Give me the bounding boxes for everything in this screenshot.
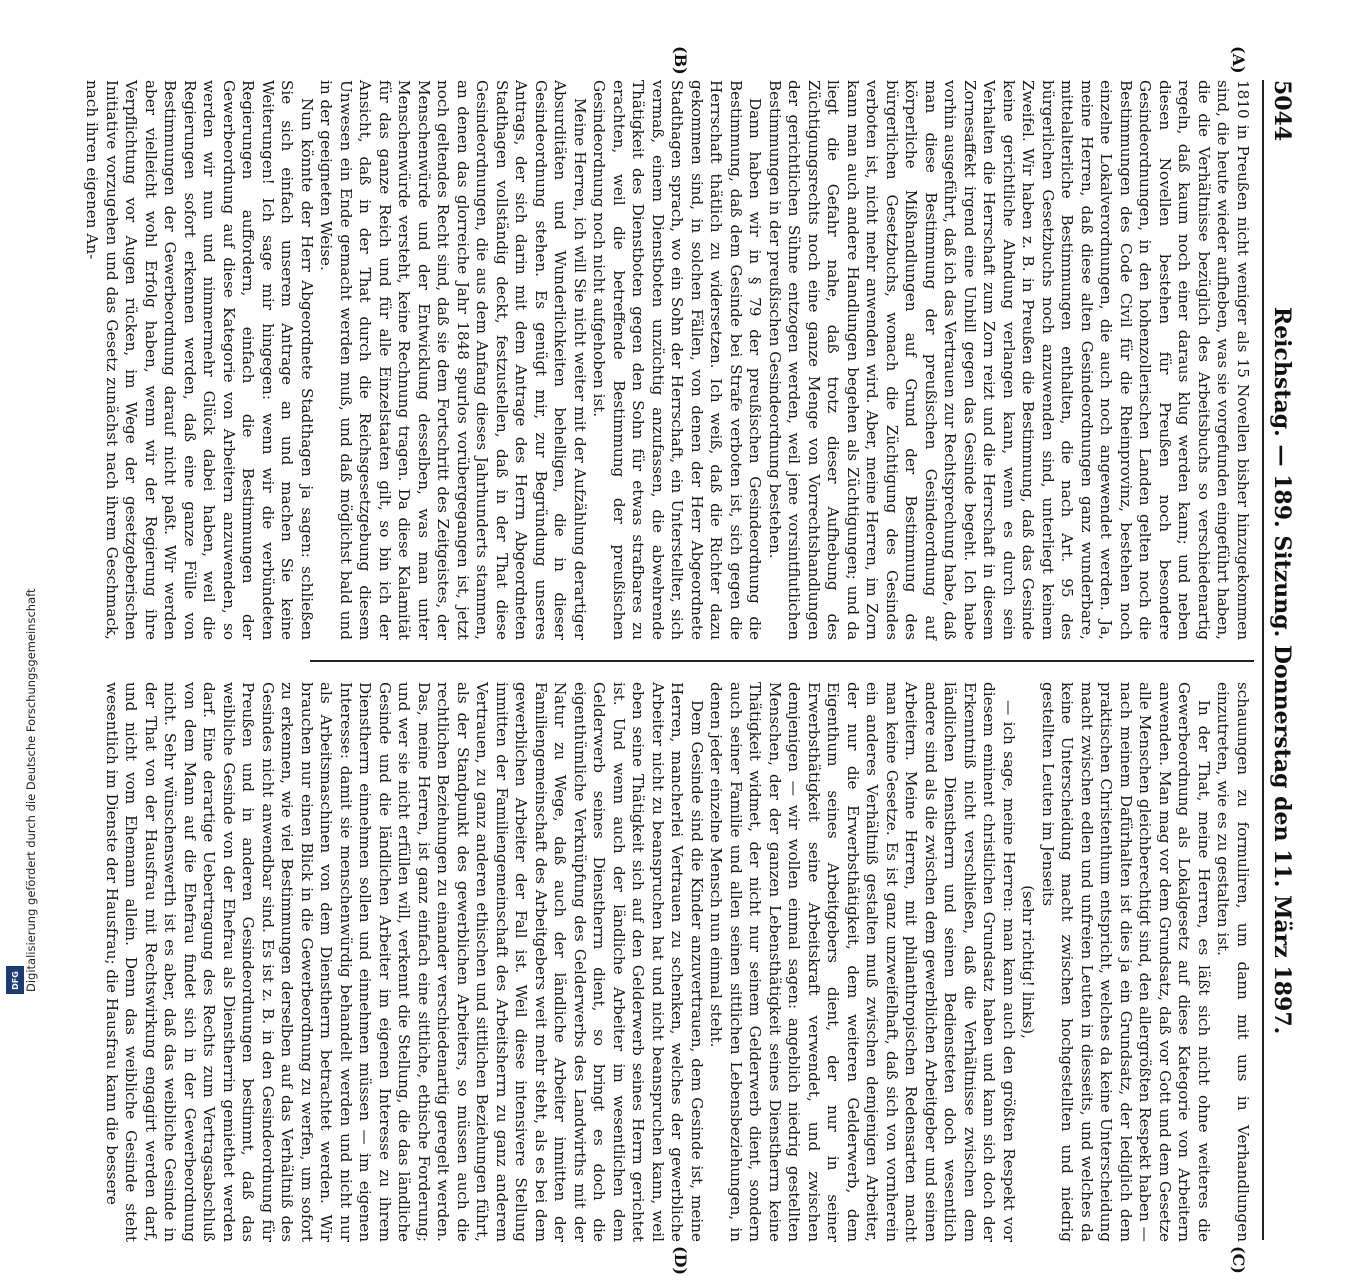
paragraph: Nun könnte der Herr Abgeordnete Stadthagen ja sagen: schließen Sie sich einfach unserem Antrage an und machen Sie keine Weiterungen! Ich sage mir hingegen: wenn wir die verbündeten Regierungen auffordern, einfach die Bestimmungen der Gewerbeordnung auf diese Kategorie von Arbeitern anzuwenden, so werden wir nun und nimmermehr Glück dabei haben, weil die Regierungen sofort erkennen werden, daß eine ganze Fülle von Bestimmungen der Gewerbeordnung darauf nicht paßt. Wir werden aber vielleicht wohl Erfolg haben, wenn wir der Regierung ihre Verpflichtung vor Augen rücken, im Wege der gesetzgeberischen Initiative vorzugehen und das Gesetz zunächst nach ihrem Geschmack, nach ihren eigenen An- xyxy=(83,80,316,640)
digitization-credit xyxy=(4,0,38,1000)
running-title: Reichstag. — 189. Sitzung. Donnerstag den 11. März 1897. xyxy=(1269,306,1295,1035)
dfg-logo-text: DFG xyxy=(10,970,20,990)
page-header xyxy=(1262,80,1300,1240)
rotated-document-page xyxy=(83,40,1300,1280)
margin-marker-b: (B) xyxy=(671,46,690,75)
margin-marker-d: (D) xyxy=(671,1246,690,1276)
paragraph: In der That, meine Herren, es läßt sich nicht ohne weiteres die Gewerbeordnung als Lokalgesetz auf diese Kategorie von Arbeitern anwenden. Man mag vor dem Grundsatz, daß vor Gott und dem Gesetze alle Menschen gleichberechtigt sind, den allergrößten Respekt haben — nach meinem Dafürhalten ist dies ja ein Grundsatz, der lediglich dem praktischen Christenthum entspricht, welches da keine Unterscheidung macht zwischen edlen und unfreien Leuten in diesseits, und welches da keine Unterscheidung macht zwischen hochgestellten und niedrig gestellten Leuten im Jenseits xyxy=(1039,682,1213,1242)
funding-note: Digitalisierung gefördert durch die Deutsche Forschungsgemeinschaft xyxy=(24,588,38,992)
paragraph: schauungen zu formuliren, um dann mit uns in Verhandlungen einzutreten, wie es zu gestalten ist. xyxy=(1214,682,1252,1242)
margin-marker-a: (A) xyxy=(1229,46,1248,74)
paragraph: Meine Herren, ich will Sie nicht weiter mit der Aufzählung derartiger Absurditäten und Wunderlichkeiten behelligen, die in dieser Gesindeordnung stehen. Es genügt mir, zur Begründung unseres Antrags, der sich darin mit dem Antrage des Herrn Abgeordneten Stadthagen vollständig deckt, festzustellen, daß in der That diese Gesindeordnungen, die aus dem Anfang dieses Jahrhunderts stammen, an denen das glorreiche Jahr 1848 spurlos vorübergegangen ist, jetzt noch geltendes Recht sind, daß sie dem Fortschritt des Zeitgeistes, der Menschenwürde und der Entwicklung desselben, was man unter Menschenwürde versteht, keine Rechnung tragen. Da diese Kalamität für das ganze Reich und für alle Einzelstaaten gilt, so bin ich der Ansicht, daß in der That durch die Reichsgesetzgebung diesem Unwesen ein Ende gemacht werden muß, und daß möglichst bald und in der geeigneten Weise. xyxy=(317,80,589,640)
margin-marker-c: (C) xyxy=(1229,1246,1248,1274)
paragraph: — ich sage, meine Herren: man kann auch den größten Respekt vor diesem eminent christlichen Grundsatz haben und kann sich doch der Erkenntniß nicht verschließen, daß die Verhältnisse zwischen dem ländlichen Dienstherrn und seinen Bediensteten doch wesentlich andere sind als die zwischen dem gewerblichen Arbeitgeber und seinen Arbeitern. Meine Herren, mit philanthropischen Redensarten macht man keine Gesetze. Es ist ganz unzweifelhaft, daß sich von vornherein ein anderes Verhältniß gestalten muß zwischen demjenigen Arbeiter, der nur die Erwerbsthätigkeit, dem weiteren Gelderwerb, dem Eigenthum seines Arbeitgebers dient, der nur in seiner Erwerbsthätigkeit seine Arbeitskraft verwendet, und zwischen demjenigen — wir wollen einmal sagen: angeblich niedrig gestellten Menschen, der der ganzen Lebensthätigkeit seines Dienstherrn keine Thätigkeit widmet, der nicht nur seinem Gelderwerb dient, sondern auch seiner Familie und allen seinen sittlichen Lebensbeziehungen, in denen jeder einzelne Mensch nun einmal steht. xyxy=(707,682,1018,1242)
paragraph: Dann haben wir in § 79 der preußischen Gesindeordnung die Bestimmung, daß dem Gesinde bei Strafe verboten ist, sich gegen die Herrschaft thätlich zu widersetzen. Ich weiß, daß die Richter dazu gekommen sind, in solchen Fällen, von denen der Herr Abgeordnete Stadthagen sprach, wo ein Sohn der Herrschaft, ein Unterstellter, sich vermaß, einem Dienstboten unzüchtig anzufassen, die abwehrende Thätigkeit des Dienstboten gegen den Sohn für etwas strafbares zu erachten, weil die betreffende Bestimmung der preußischen Gesindeordnung noch nicht aufgehoben ist. xyxy=(590,80,765,640)
dfg-logo xyxy=(6,966,24,994)
paragraph: Dem Gesinde sind die Kinder anzuvertrauen, dem Gesinde ist, meine Herren, mancherlei Vertrauen zu schenken, welches der gewerbliche Arbeiter nicht zu beanspruchen hat und nicht beanspruchen kann, weil eben seine Thätigkeit sich auf den Gelderwerb seines Herrn gerichtet ist. Und wenn auch der ländliche Arbeiter im wesentlichen dem Gelderwerb seines Dienstherrn dient, so bringt es doch die eigenthümliche Verknüpfung des Gelderwerbs des Landwirths mit der Natur zu Wege, daß auch der ländliche Arbeiter inmitten der Familiengemeinschaft des Arbeitgebers weit mehr steht, als es bei dem gewerblichen Arbeiter der Fall ist. Weil diese intensivere Stellung inmitten der Familiengemeinschaft des Arbeitsherrn zu ganz anderem Vertrauen, zu ganz anderen ethischen und sittlichen Beziehungen führt, als der Standpunkt des gewerblichen Arbeiters, so müssen auch die rechtlichen Beziehungen zu einander verschiedenartig geregelt werden. Das, meine Herren, ist ganz einfach eine sittliche, ethische Forderung; und wer sie nicht erfüllen will, verkennt die Stellung, die das ländliche Gesinde und die ländlichen Arbeiter im eigenen Interesse zu ihrem Dienstherrn einnehmen sollen und einnehmen müssen — im eigenen Interesse: damit sie menschenwürdig behandelt werden und nicht nur als Arbeitsmaschinen von dem Dienstherrn betrachtet werden. Wir brauchen nur einen Blick in die Gewerbeordnung zu werfen, um sofort zu erkennen, wie viel Bestimmungen derselben auf das Verhältniß des Gesindes nicht anwendbar sind. Es ist z. B. in den Gesindeordnung für Preußen und in anderen Gesindeordnungen bestimmt, daß das weibliche Gesinde von der Ehefrau als Dienstherrin gemiethet werden darf. Eine derartige Uebertragung des Rechts zum Vertragsabschluß von dem Mann auf die Ehefrau findet sich in der Gewerbeordnung nicht. Sehr wünschenswerth ist es aber, daß das weibliche Gesinde in der That von der Hausfrau mit Rechtswirkung engagirt werden darf, und nicht vom Ehemann allein. Denn das weibliche Gesinde steht wesentlich im Dienste der Hausfrau; die Hausfrau kann die bessere xyxy=(103,682,706,1242)
column-divider xyxy=(310,660,1254,662)
right-column xyxy=(102,682,1253,1242)
interjection: (sehr richtig! links), xyxy=(1019,885,1038,1039)
paragraph: 1810 in Preußen nicht weniger als 15 Novellen bisher hinzugekommen sind, die heute wieder aufheben, was sie vorgefunden eingeführt haben, die die Verhältnisse bezüglich des Arbeitsbuchs so verschiedenartig regeln, daß kaum noch einer daraus klug werden kann; und neben diesen Novellen bestehen für Preußen noch besondere Gesindeordnungen, in den hohenzollerischen Landen gelten noch die Bestimmungen des Code Civil für die Rheinprovinz, bestehen noch einzelne Lokalverordnungen, die auch noch angewendet werden. Ja, meine Herren, daß diese alten Gesindeordnungen ganz wunderbare, mittelalterliche Bestimmungen enthalten, die nach Art. 95 des bürgerlichen Gesetzbuchs noch anzuwenden sind, unterliegt keinem Zweifel. Wir haben z. B. in Preußen die Bestimmung, daß das Gesinde keine gerichtliche Ahndung verlangen kann, wenn es durch sein Verhalten die Herrschaft zum Zorn reizt und die Herrschaft in diesem Zornesaffekt irgend eine Unbill gegen das Gesinde begeht. Ich habe vorhin ausgeführt, daß ich das Vertrauen zur Rechtsprechung habe, daß man diese Bestimmung der preußischen Gesindeordnung auf körperliche Mißhandlungen auf Grund der Bestimmung des bürgerlichen Gesetzbuchs, wonach die Züchtigung des Gesindes verboten ist, nicht mehr anwenden wird. Aber, meine Herren, im Zorn kann man auch andere Handlungen begehen als Züchtigungen; und da liegt die Gefahr nahe, daß trotz dieser Aufhebung des Züchtigungsrechts noch eine ganze Menge von Vorrechtshandlungen der gerichtlichen Sühne entzogen werden, weil jene vorsintflutlichen Bestimmungen in der preußischen Gesindeordnung bestehen. xyxy=(766,80,1252,640)
page-number: 5044 xyxy=(1269,80,1295,142)
left-column xyxy=(82,80,1252,640)
